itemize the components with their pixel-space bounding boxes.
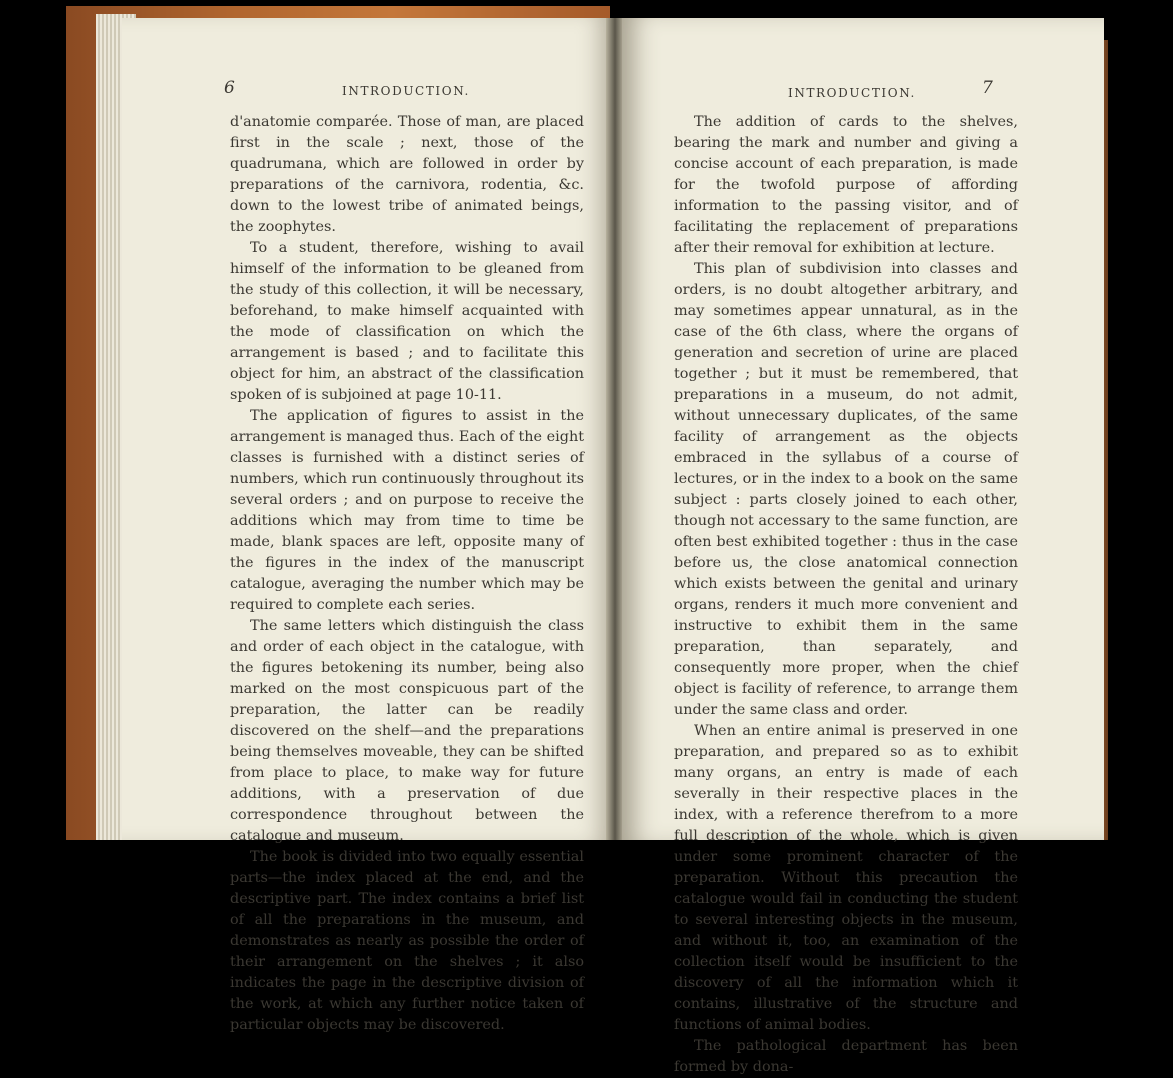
paragraph: This plan of subdivision into classes and orders, is no doubt altogether arbitrary, and may sometimes appear unnatural, as in the case of the 6th class, where the organs of generation and secretion of urine are placed together ; but it must be remembered, that preparations in a museum, do not admit, without unnecessary duplicates, of the same facility of arrangement as the objects embraced in the syllabus of a course of lectures, or in the index to a book on the same subject : parts closely joined to each other, though not accessary to the same function, are often best exhibited together : thus in the case before us, the close anatomical connection which exists between the genital and urinary organs, renders it much more convenient and instructive to exhibit them in the same preparation, than separately, and consequently more proper, when the chief object is facility of reference, to arrange them under the same class and order. [674, 261, 1018, 718]
paragraph: To a student, therefore, wishing to avail himself of the information to be gleaned from the study of this collection, it will be necessary, beforehand, to make himself acquainted with the mode of classification on which the arrangement is based ; and to facilitate this object for him, an abstract of the classification spoken of is subjoined at page 10-11. [230, 240, 584, 403]
page-number: 6 [224, 78, 235, 98]
paragraph: When an entire animal is preserved in one preparation, and prepared so as to exhibit many organs, an entry is made of each severally in their respective places in the index, with a reference therefrom to a more full description of the whole, which is given under some prominent character of the preparation. Without this precaution the catalogue would fail in conducting the student to several interesting objects in the museum, and without it, too, an examination of the collection itself would be insufficient to the discovery of all the information which it contains, illustrative of the structure and functions of animal bodies. [674, 723, 1018, 1033]
paragraph: d'anatomie comparée. Those of man, are placed first in the scale ; next, those of the quadrumana, which are followed in order by preparations of the carnivora, rodentia, &c. down to the lowest tribe of animated beings, the zoophytes. [230, 114, 584, 235]
running-head: INTRODUCTION. [788, 86, 916, 100]
paragraph: The pathological department has been formed by dona- [674, 1038, 1018, 1075]
body-text [674, 112, 1018, 1078]
paragraph: The same letters which distinguish the class and order of each object in the catalogue, with the figures betokening its number, being also marked on the most conspicuous part of the preparation, the latter can be readily discovered on the shelf—and the preparations being themselves moveable, they can be shifted from place to place, to make way for future additions, with a preservation of due correspondence throughout between the catalogue and museum. [230, 618, 584, 844]
running-head: INTRODUCTION. [342, 84, 470, 98]
body-text [230, 112, 584, 1036]
paragraph: The book is divided into two equally essential parts—the index placed at the end, and the descriptive part. The index contains a brief list of all the preparations in the museum, and demonstrates as nearly as possible the order of their arrangement on the shelves ; it also indicates the page in the descriptive division of the work, at which any further notice taken of particular objects may be discovered. [230, 849, 584, 1033]
page-number: 7 [982, 78, 993, 98]
right-page [622, 18, 1104, 1075]
paragraph: The application of figures to assist in the arrangement is managed thus. Each of the eight classes is furnished with a distinct series of numbers, which run continuously throughout its several orders ; and on purpose to receive the additions which may from time to time be made, blank spaces are left, opposite many of the figures in the index of the manuscript catalogue, averaging the number which may be required to complete each series. [230, 408, 584, 613]
left-page [122, 18, 608, 1033]
paragraph: The addition of cards to the shelves, bearing the mark and number and giving a concise account of each preparation, is made for the twofold purpose of affording information to the passing visitor, and of facilitating the replacement of preparations after their removal for exhibition at lecture. [674, 114, 1018, 256]
